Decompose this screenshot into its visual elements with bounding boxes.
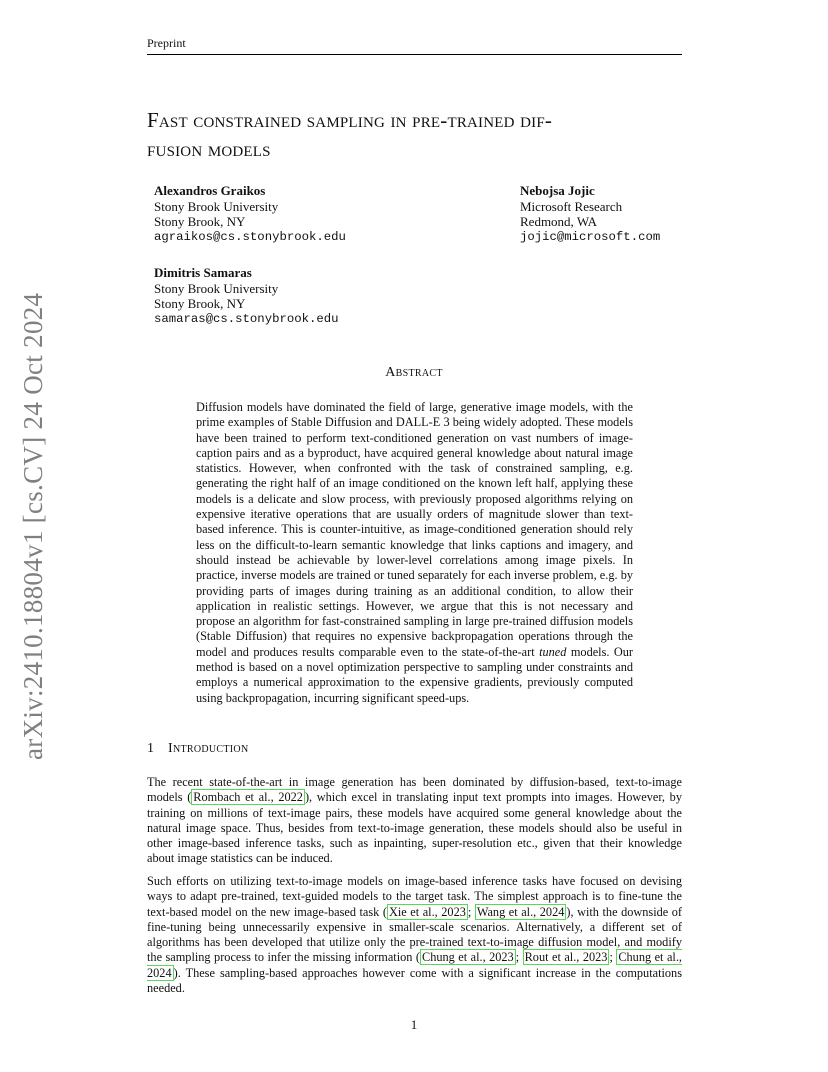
- paragraph-text: ), with the downside of fine-tuning being unnecessarily expensive in smaller-scale scenarios. Alternatively, a different set of algorithms has been developed that utilize only the pre-trained text-to-image diffusion model, and modify the sampling process to infer the missing information (: [147, 904, 683, 965]
- citation-separator: ;: [515, 950, 523, 965]
- title-line-1: Fast constrained sampling in pre-trained dif-: [147, 108, 553, 132]
- paper-title: [147, 106, 687, 164]
- citation-separator: ;: [467, 904, 475, 919]
- author-affiliation: Stony Brook University: [154, 198, 279, 214]
- paragraph-text: ). These sampling-based approaches however come with a significant increase in the computations needed.: [147, 965, 682, 996]
- author-name: Alexandros Graikos: [154, 183, 266, 198]
- citation-separator: ;: [609, 950, 617, 965]
- abstract-text-part-1: Diffusion models have dominated the field of large, generative image models, with the prime examples of Stable Diffusion and DALL-E 3 being widely adopted. These models have been trained to perform text-conditioned generation on vast numbers of image-caption pairs and as a byproduct, have acquired general knowledge about natural image statistics. However, when confronted with the task of constrained sampling, e.g. generating the right half of an image conditioned on the known left half, applying these models is a delicate and slow process, with previously proposed algorithms relying on expensive iterative operations that are usually orders of magnitude slower than text-based inference. This is counter-intuitive, as image-conditioned generation should rely less on the difficult-to-learn semantic knowledge that links captions and imagery, and should instead be achievable by lower-level correlations among image pixels. In practice, inverse models are trained or tuned separately for each inverse problem, e.g. by providing parts of images during training as an additional condition, to allow their application in realistic settings. However, we argue that this is not necessary and propose an algorithm for fast-constrained sampling in large pre-trained diffusion models (Stable Diffusion) that requires no expensive backpropagation operations through the model and produces results comparable even to the state-of-the-art: [196, 400, 633, 659]
- author-email: jojic@microsoft.com: [520, 229, 661, 244]
- author-location: Redmond, WA: [520, 214, 598, 229]
- section-heading-introduction: [147, 741, 248, 757]
- author-email: samaras@cs.stonybrook.edu: [154, 311, 339, 326]
- page-number: 1: [410, 1017, 418, 1032]
- author-name: Dimitris Samaras: [154, 265, 252, 280]
- author-block-2: [520, 183, 660, 245]
- author-location: Stony Brook, NY: [154, 214, 246, 229]
- citation-link[interactable]: Chung et al., 2024: [147, 950, 682, 980]
- abstract-heading: Abstract: [385, 365, 443, 380]
- author-name: Nebojsa Jojic: [520, 183, 595, 198]
- citation-link[interactable]: Xie et al., 2023: [388, 904, 466, 919]
- author-affiliation: Microsoft Research: [520, 198, 623, 214]
- author-email: agraikos@cs.stonybrook.edu: [154, 229, 346, 244]
- abstract-emphasis: tuned: [539, 644, 567, 659]
- paragraph-text: The recent state-of-the-art in image generation has been dominated by diffusion-based, text-to-image models (: [147, 775, 682, 805]
- author-affiliation: Stony Brook University: [154, 280, 279, 296]
- author-block-1: [154, 183, 346, 245]
- arxiv-identifier: arXiv:2410.18804v1 [cs.CV] 24 Oct 2024: [18, 292, 48, 760]
- citation-link[interactable]: Wang et al., 2024: [476, 904, 565, 919]
- section-number: 1: [147, 741, 154, 756]
- running-head: Preprint: [147, 36, 682, 55]
- intro-paragraph-1: [147, 775, 682, 867]
- abstract-text-part-2: models. Our method is based on a novel optimization perspective to sampling under constraints and employs a numerical approximation to the expensive gradients, previously computed using backpropagation, incurring significant speed-ups.: [196, 644, 634, 705]
- paragraph-text: ), which excel in translating input text prompts into images. However, by training on millions of text-image pairs, these models have acquired some general knowledge about the natural image space. Thus, besides from text-to-image generation, these models should also be useful in other image-based inference tasks, such as inpainting, super-resolution etc., given that their knowledge about image statistics can be induced.: [147, 790, 682, 866]
- abstract-text: [196, 400, 633, 706]
- intro-paragraph-2: [147, 874, 682, 996]
- author-block-3: [154, 265, 338, 327]
- author-location: Stony Brook, NY: [154, 296, 246, 311]
- citation-link[interactable]: Rout et al., 2023: [524, 950, 608, 965]
- citation-link[interactable]: Rombach et al., 2022: [193, 790, 303, 805]
- section-title: Introduction: [168, 741, 249, 756]
- citation-link[interactable]: Chung et al., 2023: [422, 950, 514, 965]
- title-line-2: fusion models: [147, 137, 271, 161]
- paragraph-text: Such efforts on utilizing text-to-image models on image-based inference tasks have focused on devising ways to adapt pre-trained, text-guided models to the target task. The simplest approach is to fine-tune the text-based model on the new image-based task (: [147, 874, 682, 919]
